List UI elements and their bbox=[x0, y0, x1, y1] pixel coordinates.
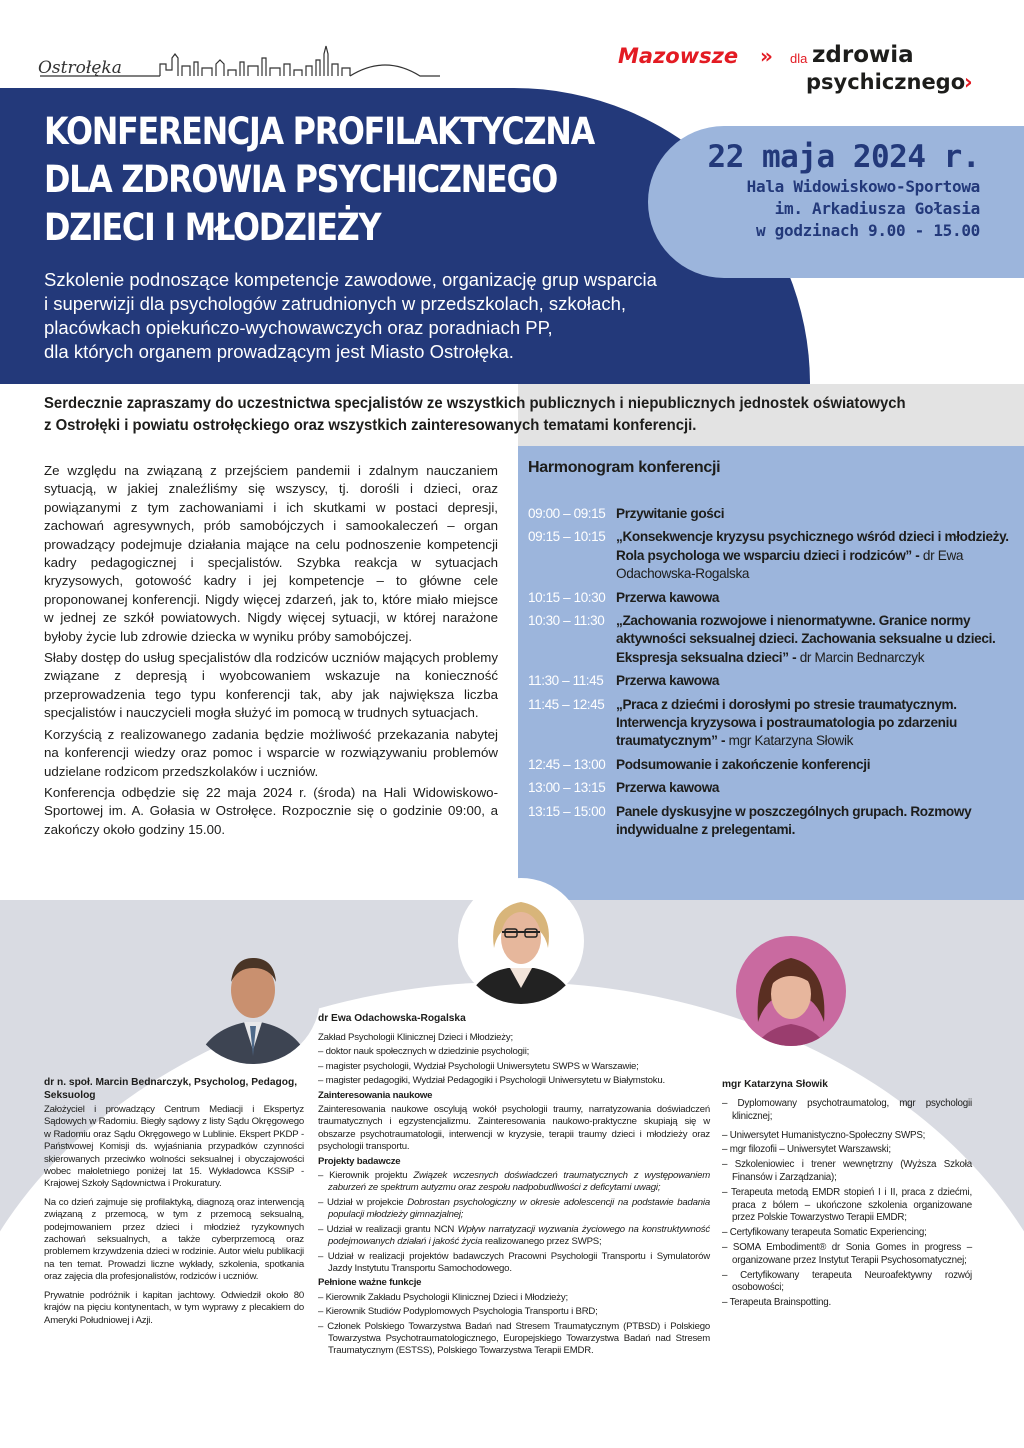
brand-dla: dla bbox=[790, 51, 808, 66]
bio-heading: Zainteresowania naukowe bbox=[318, 1089, 433, 1101]
event-venue-line1: Hala Widowiskowo-Sportowa bbox=[746, 177, 980, 196]
bio-line: – Terapeuta Brainspotting. bbox=[722, 1297, 831, 1309]
intro-paragraph: Ze względu na związaną z przejściem pandemii i zdalnym nauczaniem sytuacją, w jakiej znaleźliśmy się wszyscy, tj. dorośli i dzieci, oraz powiązanymi z tym zachowaniami i ich skutkami w postaci depresji, zachowań agresywnych, prób samobójczych i samookaleczeń – organ prowadzący podejmuje działania mające na celu podnoszenie kompetencji kadry pedagogicznej i specjalistów. Szybka reakcja w sytuacjach kryzysowych, gotowość kadry i jej kompetencje – to główne cele proponowanej konferencji. Nigdy więcej zdarzeń, jak to, które miało miejsce w jednej ze szkół powiatowych. Nigdy więcej sytuacji, w której narażone byłoby życie lub zdrowie dziecka w wyniku próby samobójczej. bbox=[44, 463, 498, 644]
intro-paragraph: Konferencja odbędzie się 22 maja 2024 r. (środa) na Hali Widowiskowo-Sportowej im. A. Gołasia w Ostrołęce. Rozpocznie się o godzinie 09:00, a zakończy około godziny 15.00. bbox=[44, 784, 498, 837]
bio-heading: Pełnione ważne funkcje bbox=[318, 1277, 422, 1289]
invitation bbox=[44, 393, 984, 437]
schedule-item bbox=[528, 756, 1018, 774]
schedule-topic: Przerwa kawowa bbox=[616, 673, 720, 689]
schedule-topic: Podsumowanie i zakończenie konferencji bbox=[616, 756, 871, 772]
schedule-time: 13:00 – 13:15 bbox=[528, 780, 606, 796]
schedule-time: 11:45 – 12:45 bbox=[528, 696, 605, 712]
event-info bbox=[660, 138, 980, 242]
bio-line: – Certyfikowany terapeuta Neuroafektywny rozwój osobowości; bbox=[722, 1269, 972, 1294]
subtitle-line: i superwizji dla psychologów zatrudnionych w przedszkolach, szkołach, bbox=[44, 293, 627, 314]
city-name: Ostrołęka bbox=[38, 58, 122, 78]
schedule-item bbox=[528, 696, 1018, 751]
schedule-time: 09:00 – 09:15 bbox=[528, 506, 606, 521]
schedule-time: 10:30 – 11:30 bbox=[528, 613, 605, 629]
bio-line: – mgr filozofii – Uniwersytet Warszawski; bbox=[722, 1144, 891, 1156]
schedule-topic: Przerwa kawowa bbox=[616, 589, 720, 605]
bio-line: – SOMA Embodiment® dr Sonia Gomes in progress – organizowane przez Instytut Terapii Psychosomatycznej; bbox=[722, 1241, 972, 1266]
invitation-line: z Ostrołęki i powiatu ostrołęckiego oraz wszystkich zainteresowanych tematami konferencji. bbox=[44, 417, 697, 434]
bio-line: Zakład Psychologii Klinicznej Dzieci i Młodzieży; bbox=[318, 1032, 513, 1043]
conference-title bbox=[44, 108, 644, 252]
speaker-bio-bednarczyk bbox=[44, 1104, 304, 1329]
subtitle-line: placówkach opiekuńczo-wychowawczych oraz poradniach PP, bbox=[44, 317, 553, 338]
intro-text bbox=[44, 462, 498, 842]
bio-line: – Kierownik Studiów Podyplomowych Psychologia Transportu i BRD; bbox=[318, 1306, 598, 1318]
speaker-bio-slowik bbox=[722, 1098, 972, 1312]
bio-line: – Kierownik Zakładu Psychologii Klinicznej Dzieci i Młodzieży; bbox=[318, 1291, 568, 1303]
subtitle-line: Szkolenie podnoszące kompetencje zawodowe, organizację grup wsparcia bbox=[44, 269, 657, 290]
schedule-list bbox=[528, 505, 1018, 845]
intro-paragraph: Słaby dostęp do usług specjalistów dla rodziców uczniów mających problemy związane z depresją i wyobcowaniem wskazuje na konieczność przeprowadzenia tego typu konferencji tak, aby jak największa liczba specjalistów i nauczycieli mogła służyć im pomocą w trudnych sytuacjach. bbox=[44, 650, 498, 721]
schedule-title: Harmonogram konferencji bbox=[528, 459, 721, 476]
bio-line: – Dyplomowany psychotraumatolog, mgr psychologii klinicznej; bbox=[722, 1098, 972, 1122]
bio-heading: Projekty badawcze bbox=[318, 1155, 401, 1167]
bio-line: – magister pedagogiki, Wydział Pedagogiki i Psychologii Uniwersytetu w Białymstoku. bbox=[318, 1075, 665, 1087]
schedule-time: 11:30 – 11:45 bbox=[528, 673, 604, 689]
title-line: DZIECI I MŁODZIEŻY bbox=[44, 206, 381, 249]
bio-line: – Udział w projekcie Dobrostan psychologiczny w okresie adolescencji na podstawie badania populacji młodzieży gimnazjalnej; bbox=[318, 1196, 710, 1221]
title-line: DLA ZDROWIA PSYCHICZNEGO bbox=[44, 158, 558, 201]
schedule-topic: Przerwa kawowa bbox=[616, 780, 720, 796]
schedule-item bbox=[528, 589, 1018, 607]
schedule-item bbox=[528, 612, 1018, 667]
intro-paragraph: Korzyścią z realizowanego zadania będzie możliwość przekazania nabytej na konferencji wiedzy oraz pomoc i wsparcie w rozwiązywaniu problemów udzielane rodzicom przedszkolaków i uczniów. bbox=[44, 726, 498, 779]
brand-mazowsze: Mazowsze bbox=[618, 44, 739, 68]
schedule-topic: Panele dyskusyjne w poszczególnych grupach. Rozmowy indywidualne z prelegentami. bbox=[616, 803, 972, 838]
bio-paragraph: Prywatnie podróżnik i kapitan jachtowy. Odwiedził około 80 krajów na pięciu kontynentach, w tym wyprawy z plecakiem do Ameryki Południowej i Azji. bbox=[44, 1289, 304, 1326]
schedule-speaker: dr Ewa Odachowska-Rogalska bbox=[616, 547, 964, 582]
event-hours: w godzinach 9.00 - 15.00 bbox=[756, 221, 980, 240]
schedule-item bbox=[528, 672, 1018, 690]
speaker-name-slowik: mgr Katarzyna Słowik bbox=[722, 1079, 828, 1090]
bio-line: – magister psychologii, Wydział Psychologii Uniwersytetu SWPS w Warszawie; bbox=[318, 1060, 639, 1072]
schedule-topic: „Praca z dziećmi i dorosłymi po stresie traumatycznym. Interwencja kryzysowa i postraumatologia po zdarzeniu traumatycznym” - bbox=[616, 696, 958, 749]
bio-line: – Udział w realizacji projektów badawczych Pracowni Psychologii Transportu i Symulatorów Jazdy Instytutu Transportu Samochodowego. bbox=[318, 1250, 710, 1274]
title-line: KONFERENCJA PROFILAKTYCZNA bbox=[44, 110, 594, 153]
bio-line: – Certyfikowany terapeuta Somatic Experiencing; bbox=[722, 1227, 927, 1239]
brand-psychicznego: psychicznego bbox=[806, 70, 966, 94]
bio-line: – doktor nauk społecznych w dziedzinie psychologii; bbox=[318, 1046, 530, 1058]
brand-chevron-icon: › bbox=[964, 70, 973, 94]
bio-line: – Członek Polskiego Towarzystwa Badań nad Stresem Traumatycznym (PTBSD) i Polskiego Towarzystwa Psychotraumatologicznego, Europejskiego Towarzystwa Badań nad Stresem Traumatycznym (ESTSS), Polskiego Towarzystwa Terapii EMDR. bbox=[318, 1320, 710, 1357]
schedule-speaker: dr Marcin Bednarczyk bbox=[799, 649, 925, 665]
bio-paragraph: Założyciel i prowadzący Centrum Mediacji i Ekspertyz Sądowych w Radomiu. Biegły sądowy z listy Sądu Okręgowego w Radomiu oraz Sądu Okręgowego w Lublinie. Ekspert PKDP - Państwowej Komisji ds. wyjaśniania przypadków czynności skierowanych przeciwko wolności seksualnej i obyczajowości wobec małoletniego poniżej lat 15. Wykładowca KSSiP - Krajowej Szkoły Sądownictwa i Prokuratury. bbox=[44, 1104, 304, 1190]
schedule-speaker: mgr Katarzyna Słowik bbox=[728, 733, 854, 749]
brand-logo bbox=[618, 44, 988, 100]
schedule-item bbox=[528, 779, 1018, 797]
schedule-time: 10:15 – 10:30 bbox=[528, 589, 606, 605]
schedule-topic: „Konsekwencje kryzysu psychicznego wśród dzieci i młodzieży. Rola psychologa we wsparciu dzieci i rodziców” - bbox=[616, 529, 1009, 563]
schedule-item bbox=[528, 505, 1018, 523]
bio-line: – Kierownik projektu Związek wczesnych doświadczeń traumatycznych z występowaniem zaburzeń ze spektrum autyzmu oraz zespołu nadpobudliwości z deficytami uwagi; bbox=[318, 1170, 710, 1194]
speaker-photo-bednarczyk bbox=[186, 930, 320, 1064]
schedule-topic: „Zachowania rozwojowe i nienormatywne. Granice normy aktywności seksualnej dzieci. Zachowania seksualne u dzieci. Ekspresja seksualna dzieci” - bbox=[616, 613, 996, 665]
bio-line: – Terapeuta metodą EMDR stopień I i II, praca z dziećmi, praca z bólem – ukończone szkolenia organizowane przez Polskie Towarzystwo Terapii EMDR; bbox=[722, 1186, 972, 1224]
bio-paragraph: Na co dzień zajmuje się profilaktyką, diagnozą oraz interwencją związaną z przemocą, w tym z przemocą seksualną, podejmowaniem przez dzieci i młodzież ryzykownych zachowań seksualnych, a także cyberprzemocą oraz problemem krzywdzenia dzieci w rodzinie. Autor wielu publikacji na ten temat. Prowadzi liczne wykłady, szkolenia, spotkania oraz zajęcia dla profesjonalistów, rodziców i uczniów. bbox=[44, 1196, 304, 1283]
bio-paragraph: Zainteresowania naukowe oscylują wokół psychologii traumy, narratyzowania doświadczeń traumatycznych i egzystencjalizmu. Zainteresowania naukowo-praktyczne skupiają się w obszarze psychotraumatologii, interwencji w kryzysie, terapii traumy dzieci i młodzieży oraz psychologii transportu. bbox=[318, 1104, 710, 1153]
schedule-time: 12:45 – 13:00 bbox=[528, 756, 606, 772]
brand-arrows-icon: » bbox=[760, 44, 773, 68]
schedule-time: 13:15 – 15:00 bbox=[528, 803, 606, 819]
subtitle-line: dla których organem prowadzącym jest Miasto Ostrołęka. bbox=[44, 341, 514, 362]
conference-subtitle bbox=[44, 268, 704, 364]
speaker-photo-slowik bbox=[736, 936, 846, 1046]
schedule-item bbox=[528, 528, 1018, 583]
speaker-name-odachowska: dr Ewa Odachowska-Rogalska bbox=[318, 1013, 466, 1024]
schedule-item bbox=[528, 803, 1018, 840]
bio-line: – Uniwersytet Humanistyczno-Społeczny SWPS; bbox=[722, 1129, 926, 1141]
speaker-bio-odachowska bbox=[318, 1032, 710, 1360]
invitation-line: Serdecznie zapraszamy do uczestnictwa specjalistów ze wszystkich publicznych i niepublicznych jednostek oświatowych bbox=[44, 395, 906, 412]
speaker-name-bednarczyk: dr n. społ. Marcin Bednarczyk, Psycholog, Pedagog, Seksuolog bbox=[44, 1077, 298, 1101]
event-date: 22 maja 2024 r. bbox=[707, 139, 980, 175]
schedule-topic: Przywitanie gości bbox=[616, 506, 725, 521]
schedule-time: 09:15 – 10:15 bbox=[528, 529, 606, 545]
speaker-photo-odachowska bbox=[458, 878, 584, 1004]
bio-line: – Udział w realizacji grantu NCN Wpływ narratyzacji wyzwania życiowego na konstruktywność podejmowanych działań i jakość życia realizowanego przez SWPS; bbox=[318, 1223, 710, 1248]
brand-zdrowia: zdrowia bbox=[812, 42, 914, 68]
event-venue-line2: im. Arkadiusza Gołasia bbox=[774, 199, 980, 218]
bio-line: – Szkoleniowiec i trener wewnętrzny (Wyższa Szkoła Finansów i Zarządzania); bbox=[722, 1159, 972, 1183]
